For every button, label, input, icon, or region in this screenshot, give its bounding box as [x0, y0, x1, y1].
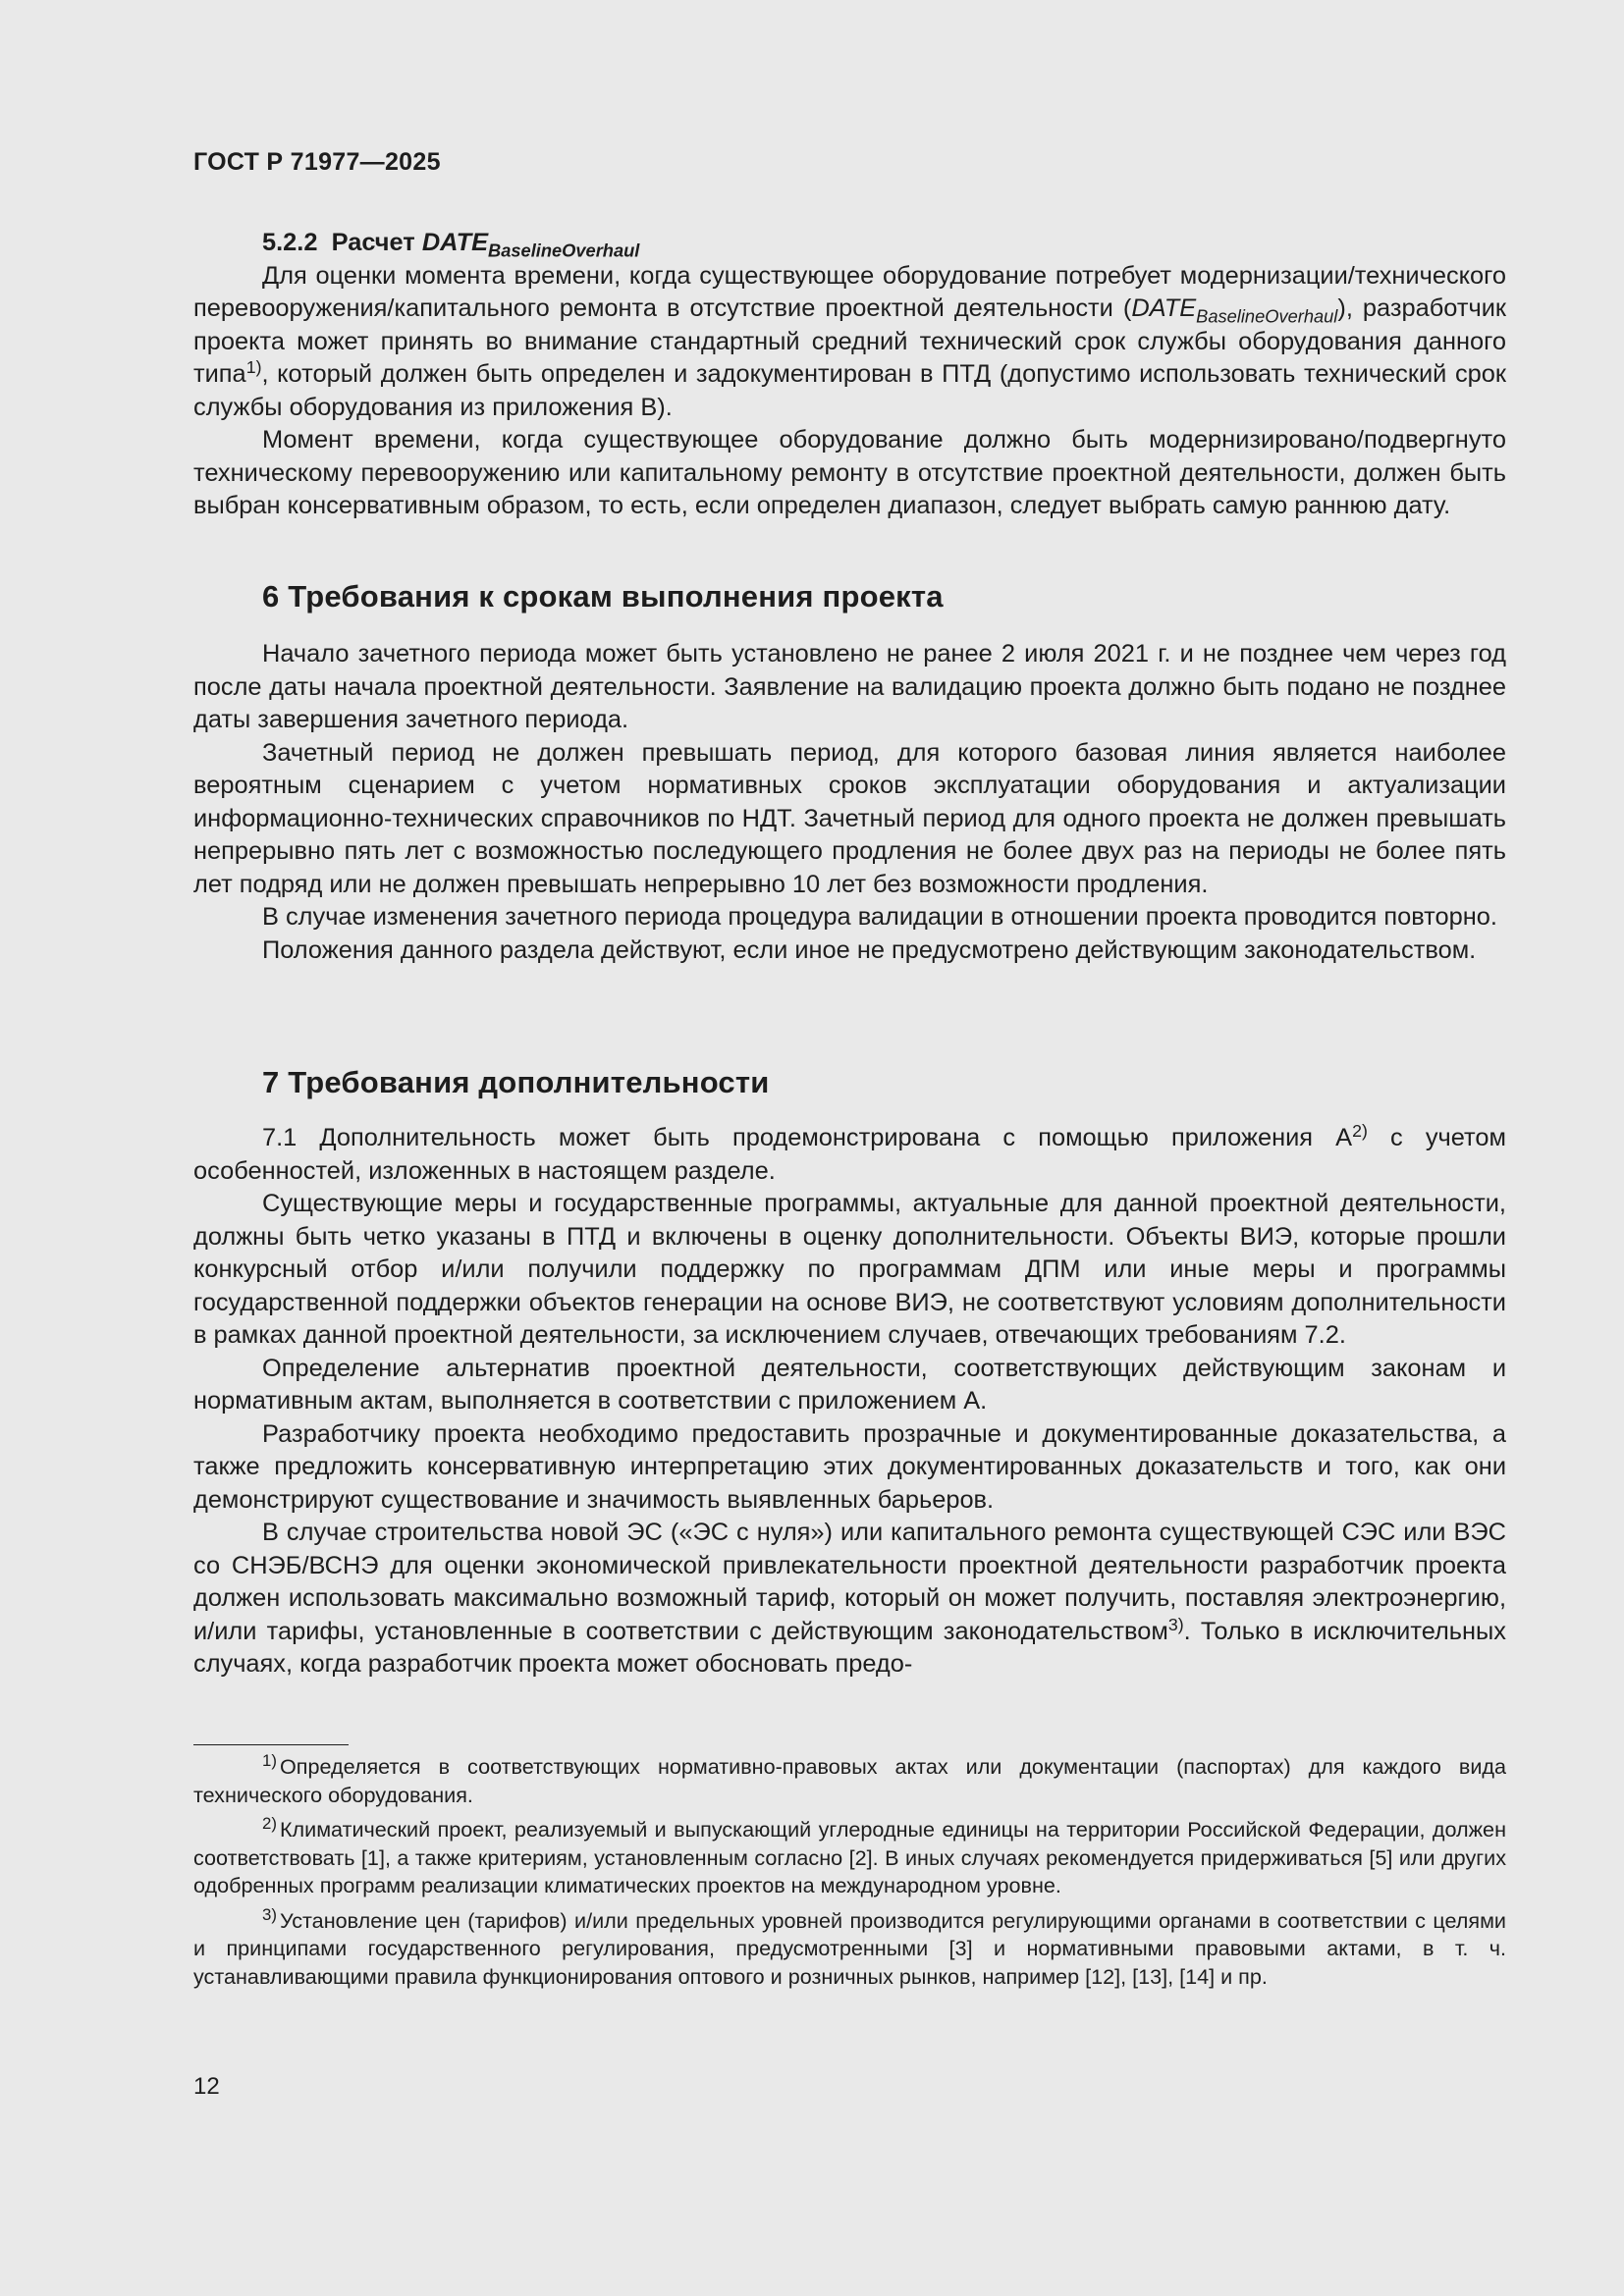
section-6-body	[193, 638, 1506, 967]
paragraph: Определение альтернатив проектной деятельности, соответствующих действующим законам и нормативным актам, выполняется в соответствии с приложением А.	[193, 1354, 1506, 1415]
variable-subscript: BaselineOverhaul	[488, 240, 640, 261]
paragraph: Начало зачетного периода может быть установлено не ранее 2 июля 2021 г. и не позднее чем через год после даты начала проектной деятельности. Заявление на валидацию проекта должно быть подано не позднее даты завершения зачетного периода.	[193, 640, 1506, 733]
paragraph: Существующие меры и государственные программы, актуальные для данной проектной деятельности, должны быть четко указаны в ПТД и включены в оценку дополнительности. Объекты ВИЭ, которые прошли конкурсный отбор и/или получили поддержку по программам ДПМ или иные меры и программы государственной поддержки объектов генерации на основе ВИЭ, не соответствуют условиям дополнительности в рамках данной проектной деятельности, за исключением случаев, отвечающих требованиям 7.2.	[193, 1190, 1506, 1349]
section-5-2-2	[193, 227, 1506, 523]
footnote: $^{3)}$ Установление цен (тарифов) и/или предельных уровней производится регулирующими органами в соответствии с целями и принципами государственного регулирования, предусмотренными [3] и нормативными правовыми актами, в т. ч. устанавливающими правила функционирования оптового и розничных рынков, например [12], [13], [14] и пр.	[193, 1904, 1506, 1989]
paragraph: Разработчику проекта необходимо предоставить прозрачные и документированные доказательства, а также предложить консервативную интерпретацию этих документированных доказательств и того, как они демонстрируют существование и значимость выявленных барьеров.	[193, 1419, 1506, 1514]
footnote-mark: 2)	[262, 1814, 277, 1834]
paragraph: Момент времени, когда существующее оборудование должно быть модернизировано/подвергнуто техническому перевооружению или капитальному ремонту в отсутствие проектной деятельности, должен быть выбран консервативным образом, то есть, если определен диапазон, следует выбрать самую раннюю дату.	[193, 426, 1506, 519]
paragraph: Положения данного раздела действуют, если иное не предусмотрено действующим законодательством.	[262, 935, 1477, 964]
paragraph: Для оценки момента времени, когда существующее оборудование потребует модернизации/технического перевооружения/капитального ремонта в отсутствие проектной деятельности $(DATE_{BaselineOverhaul})$, разработчик проекта может принять во внимание стандартный средний технический срок службы оборудования данного типа$^{1)}$, который должен быть определен и задокументирован в ПТД (допустимо использовать технический срок службы оборудования из приложения В).	[193, 261, 1506, 421]
footnote-divider	[193, 1744, 349, 1745]
standard-code-header: ГОСТ Р 71977—2025	[193, 148, 441, 176]
footnote-ref: 1)	[245, 357, 262, 378]
variable-name: DATE	[421, 229, 489, 256]
paragraph: В случае изменения зачетного периода процедура валидации в отношении проекта проводится повторно.	[262, 903, 1497, 931]
subsection-title-prefix: Расчет	[331, 229, 415, 256]
footnotes	[193, 1753, 1506, 1998]
footnote-ref: 3)	[1167, 1614, 1184, 1634]
footnote-mark: 1)	[262, 1751, 277, 1771]
footnote-ref: 2)	[1352, 1121, 1368, 1142]
footnote: $^{2)}$ Климатический проект, реализуемый и выпускающий углеродные единицы на территории Российской Федерации, должен соответствовать [1], а также критериям, установленным согласно [2]. В иных случаях рекомендуется придерживаться [5] или других одобренных программ реализации климатических проектов на международном уровне.	[193, 1814, 1506, 1897]
paragraph: Зачетный период не должен превышать период, для которого базовая линия является наиболее вероятным сценарием с учетом нормативных сроков эксплуатации оборудования и актуализации информационно-технических справочников по НДТ. Зачетный период для одного проекта не должен превышать непрерывно пять лет с возможностью последующего продления не более двух раз на периоды не более пять лет подряд или не должен превышать непрерывно 10 лет без возможности продления.	[193, 738, 1506, 898]
footnote: $^{1)}$ Определяется в соответствующих нормативно-правовых актах или документации (паспортах) для каждого вида технического оборудования.	[193, 1751, 1506, 1807]
paragraph: 7.1 Дополнительность может быть продемонстрирована с помощью приложения $А^{2)}$ с учетом особенностей, изложенных в настоящем разделе.	[193, 1121, 1506, 1185]
subsection-number: 5.2.2	[262, 229, 318, 256]
paragraph: В случае строительства новой ЭС («ЭС с нуля») или капитального ремонта существующей СЭС или ВЭС со СНЭБ/ВСНЭ для оценки экономической привлекательности проектной деятельности разработчик проекта должен использовать максимально возможный тариф, который он может получить, поставляя электроэнергию, и/или тарифы, установленные в соответствии с действующим законодательством$^{3)}$. Только в исключительных случаях, когда разработчик проекта может обосновать предо-	[193, 1519, 1507, 1678]
section-7-body	[193, 1122, 1506, 1682]
variable-subscript: BaselineOverhaul	[1196, 305, 1338, 327]
variable-name: DATE	[1131, 294, 1197, 322]
section-7-title: 7 Требования дополнительности	[262, 1065, 770, 1099]
subsection-title-5-2-2	[193, 227, 1506, 260]
section-6-title: 6 Требования к срокам выполнения проекта	[262, 579, 944, 614]
footnote-mark: 3)	[262, 1904, 277, 1924]
page-number: 12	[193, 2073, 220, 2100]
